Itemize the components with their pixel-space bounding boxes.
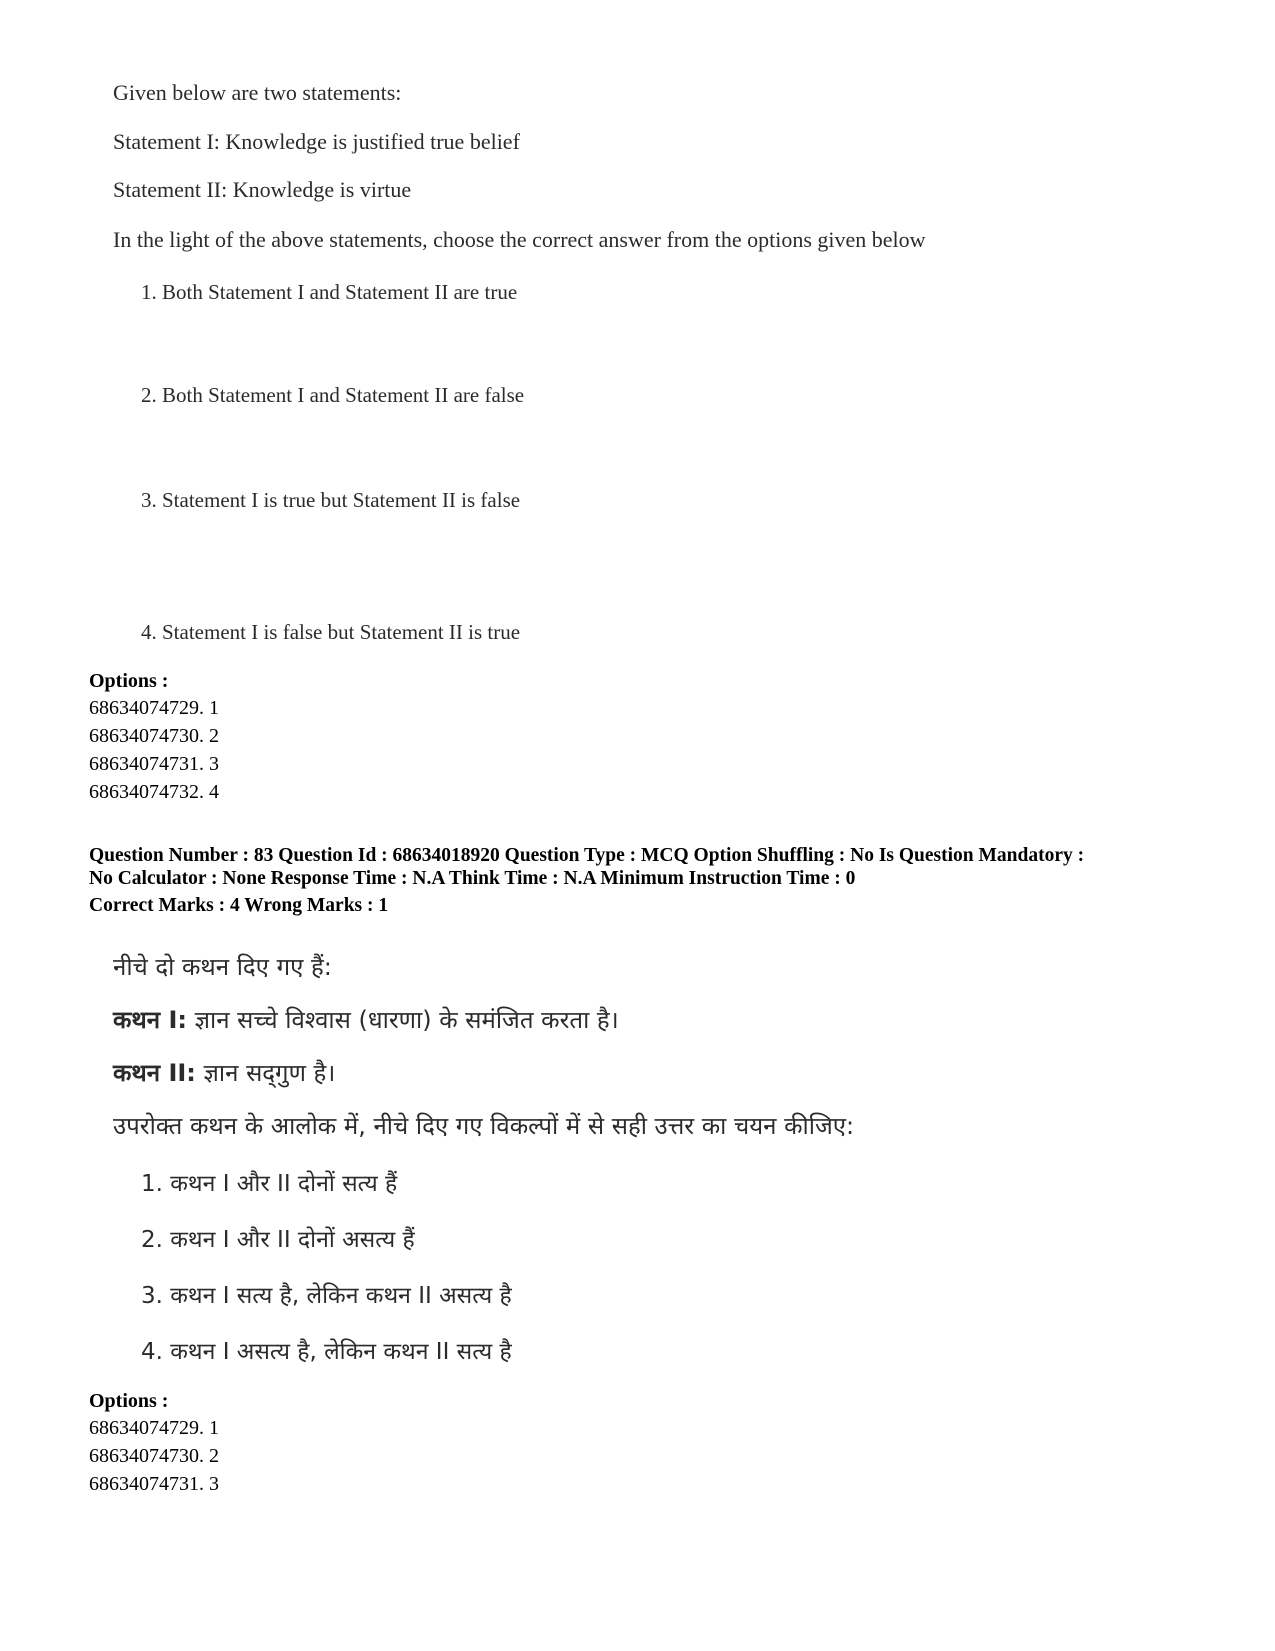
option-id: 68634074731. 3 [89,1473,219,1495]
option-id: 68634074729. 1 [89,697,219,719]
question-meta: No Calculator : None Response Time : N.A Think Time : N.A Minimum Instruction Time : 0 [89,868,856,889]
option-id: 68634074730. 2 [89,1445,219,1467]
question-marks: Correct Marks : 4 Wrong Marks : 1 [89,895,389,916]
option-id: 68634074730. 2 [89,725,219,747]
option-id: 68634074731. 3 [89,753,219,775]
option-id: 68634074729. 1 [89,1417,219,1439]
statement-2: Statement II: Knowledge is virtue [113,177,412,202]
choice-1: 1. Both Statement I and Statement II are true [141,280,518,304]
question-instruction: In the light of the above statements, choose the correct answer from the options given below [113,227,926,252]
options-heading: Options : [89,670,169,692]
choice-3: 3. Statement I is true but Statement II is false [141,488,521,512]
statement-1-label: कथन I: [113,1006,187,1034]
question-meta: Question Number : 83 Question Id : 68634018920 Question Type : MCQ Option Shuffling : No Is Question Mandatory : [89,845,1085,866]
question-intro: Given below are two statements: [113,80,402,105]
choice-2: 2. Both Statement I and Statement II are false [141,383,525,407]
choice-4-hindi: 4. कथन I असत्य है, लेकिन कथन II सत्य है [141,1339,512,1365]
choice-1-hindi: 1. कथन I और II दोनों सत्य हैं [141,1171,398,1197]
options-heading: Options : [89,1390,169,1412]
choice-2-hindi: 2. कथन I और II दोनों असत्य हैं [141,1227,415,1253]
statement-1: Statement I: Knowledge is justified true belief [113,129,520,154]
statement-1-text: ज्ञान सच्चे विश्वास (धारणा) के समंजित करता है। [186,1006,619,1034]
question-instruction-hindi: उपरोक्त कथन के आलोक में, नीचे दिए गए विकल्पों में से सही उत्तर का चयन कीजिए: [113,1112,855,1140]
option-id: 68634074732. 4 [89,781,219,803]
statement-2-label: कथन II: [113,1059,196,1087]
choice-3-hindi: 3. कथन I सत्य है, लेकिन कथन II असत्य है [141,1283,512,1309]
statement-1-hindi [113,1003,619,1036]
statement-2-hindi [113,1056,335,1089]
choice-4: 4. Statement I is false but Statement II is true [141,620,521,644]
statement-2-text: ज्ञान सद्‌गुण है। [195,1059,336,1087]
question-intro-hindi: नीचे दो कथन दिए गए हैं: [113,953,332,981]
